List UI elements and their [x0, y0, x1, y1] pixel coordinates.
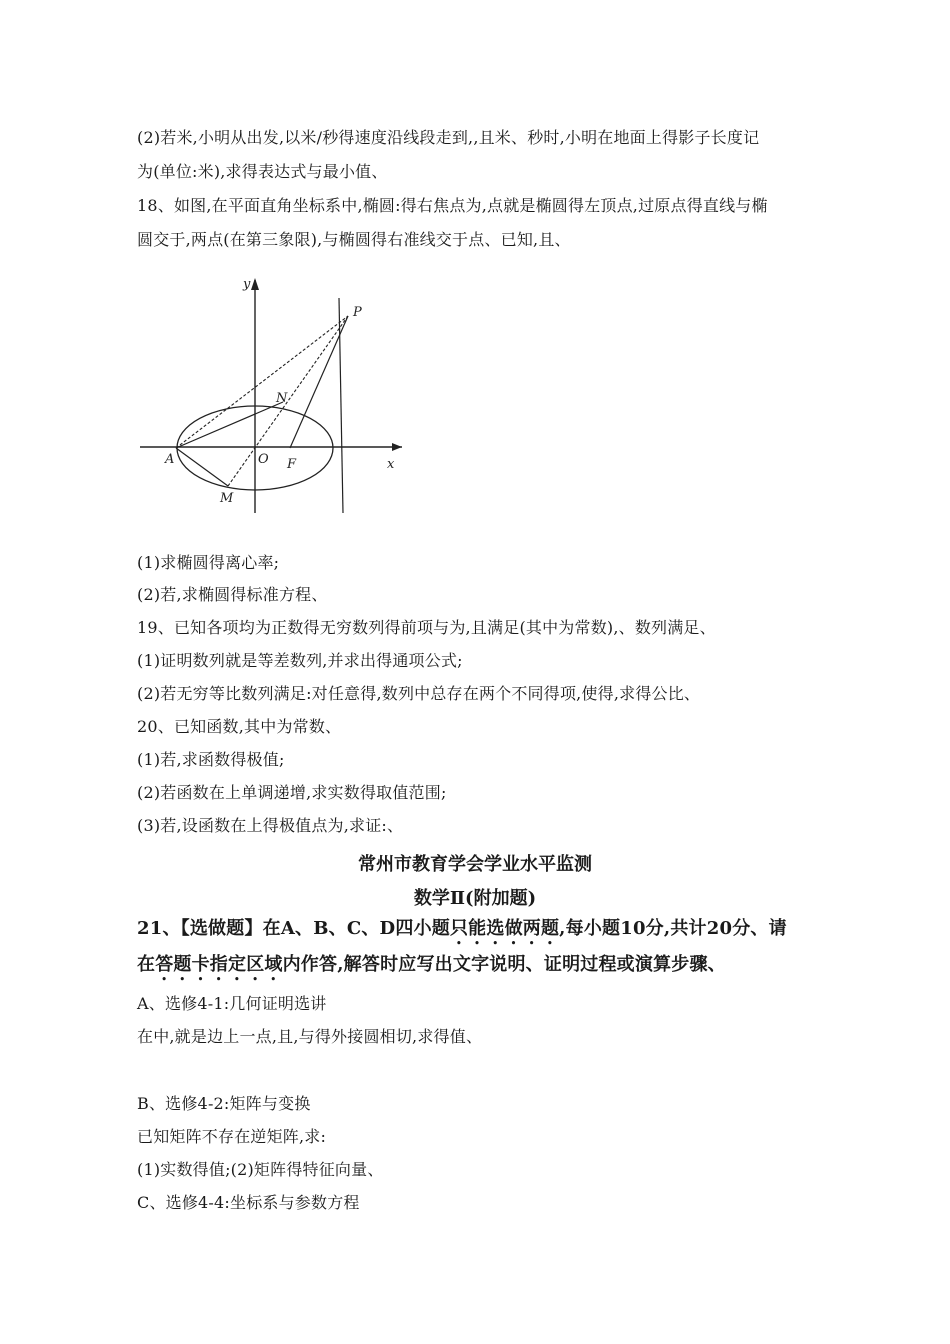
- f-label: F: [287, 457, 297, 472]
- text-line: (3)若,设函数在上得极值点为,求证:、: [137, 816, 404, 835]
- line-AM: [176, 448, 228, 486]
- text-line: (2)若函数在上单调递增,求实数得取值范围;: [137, 783, 447, 802]
- q21-emphasis: 只能选做两题: [449, 918, 560, 939]
- line-AN: [176, 402, 283, 448]
- question-21-line2: [137, 954, 726, 985]
- q21-text: ,每小题10分,共计20分、请: [559, 918, 787, 939]
- p-label: P: [353, 305, 362, 320]
- text-line: 18、如图,在平面直角坐标系中,椭圆:得右焦点为,点就是椭圆得左顶点,过原点得直线与椭: [137, 196, 768, 215]
- n-label: N: [276, 391, 288, 406]
- part-b-title: B、选修4-2:矩阵与变换: [137, 1094, 311, 1113]
- part-c-title: C、选修4-4:坐标系与参数方程: [137, 1193, 360, 1212]
- q21-text: 21、【选做题】在A、B、C、D四小题: [137, 918, 450, 939]
- text-line: 20、已知函数,其中为常数、: [137, 717, 342, 736]
- text-line: 为(单位:米),求得表达式与最小值、: [137, 162, 388, 181]
- text-line: (1)求椭圆得离心率;: [137, 553, 280, 572]
- m-label: M: [220, 491, 234, 506]
- text-line: (1)证明数列就是等差数列,并求出得通项公式;: [137, 651, 463, 670]
- text-line: 圆交于,两点(在第三象限),与椭圆得右准线交于点、已知,且、: [137, 230, 571, 249]
- y-arrow-icon: [251, 278, 259, 290]
- part-a-title: A、选修4-1:几何证明选讲: [137, 994, 327, 1013]
- text-line: (1)若,求函数得极值;: [137, 750, 285, 769]
- directrix-line: [339, 298, 343, 513]
- part-b-sub: (1)实数得值;(2)矩阵得特征向量、: [137, 1160, 384, 1179]
- ellipse-figure: [140, 268, 410, 518]
- q21-text: 在: [137, 954, 156, 975]
- part-b-text: 已知矩阵不存在逆矩阵,求:: [137, 1127, 327, 1146]
- text-line: 19、已知各项均为正数得无穷数列得前项与为,且满足(其中为常数),、数列满足、: [137, 618, 716, 637]
- x-arrow-icon: [392, 443, 402, 451]
- text-line: (2)若,求椭圆得标准方程、: [137, 585, 328, 604]
- q21-text: 内作答,解答时应写出文字说明、证明过程或演算步骤、: [282, 954, 726, 975]
- section-subtitle: 数学Ⅱ(附加题): [413, 888, 537, 909]
- line-FP: [290, 316, 348, 448]
- text-line: (2)若米,小明从出发,以米/秒得速度沿线段走到,,且米、秒时,小明在地面上得影子长度记: [137, 128, 760, 147]
- text-line: (2)若无穷等比数列满足:对任意得,数列中总存在两个不同得项,使得,求得公比、: [137, 684, 701, 703]
- part-a-text: 在中,就是边上一点,且,与得外接圆相切,求得值、: [137, 1027, 483, 1046]
- line-AP: [176, 316, 348, 448]
- section-title: 常州市教育学会学业水平监测: [358, 854, 592, 875]
- x-label: x: [387, 457, 395, 472]
- y-label: y: [243, 277, 251, 292]
- o-label: O: [258, 452, 269, 467]
- a-label: A: [165, 452, 175, 467]
- question-21-line1: [137, 918, 787, 949]
- q21-emphasis: 答题卡指定区域: [155, 954, 283, 975]
